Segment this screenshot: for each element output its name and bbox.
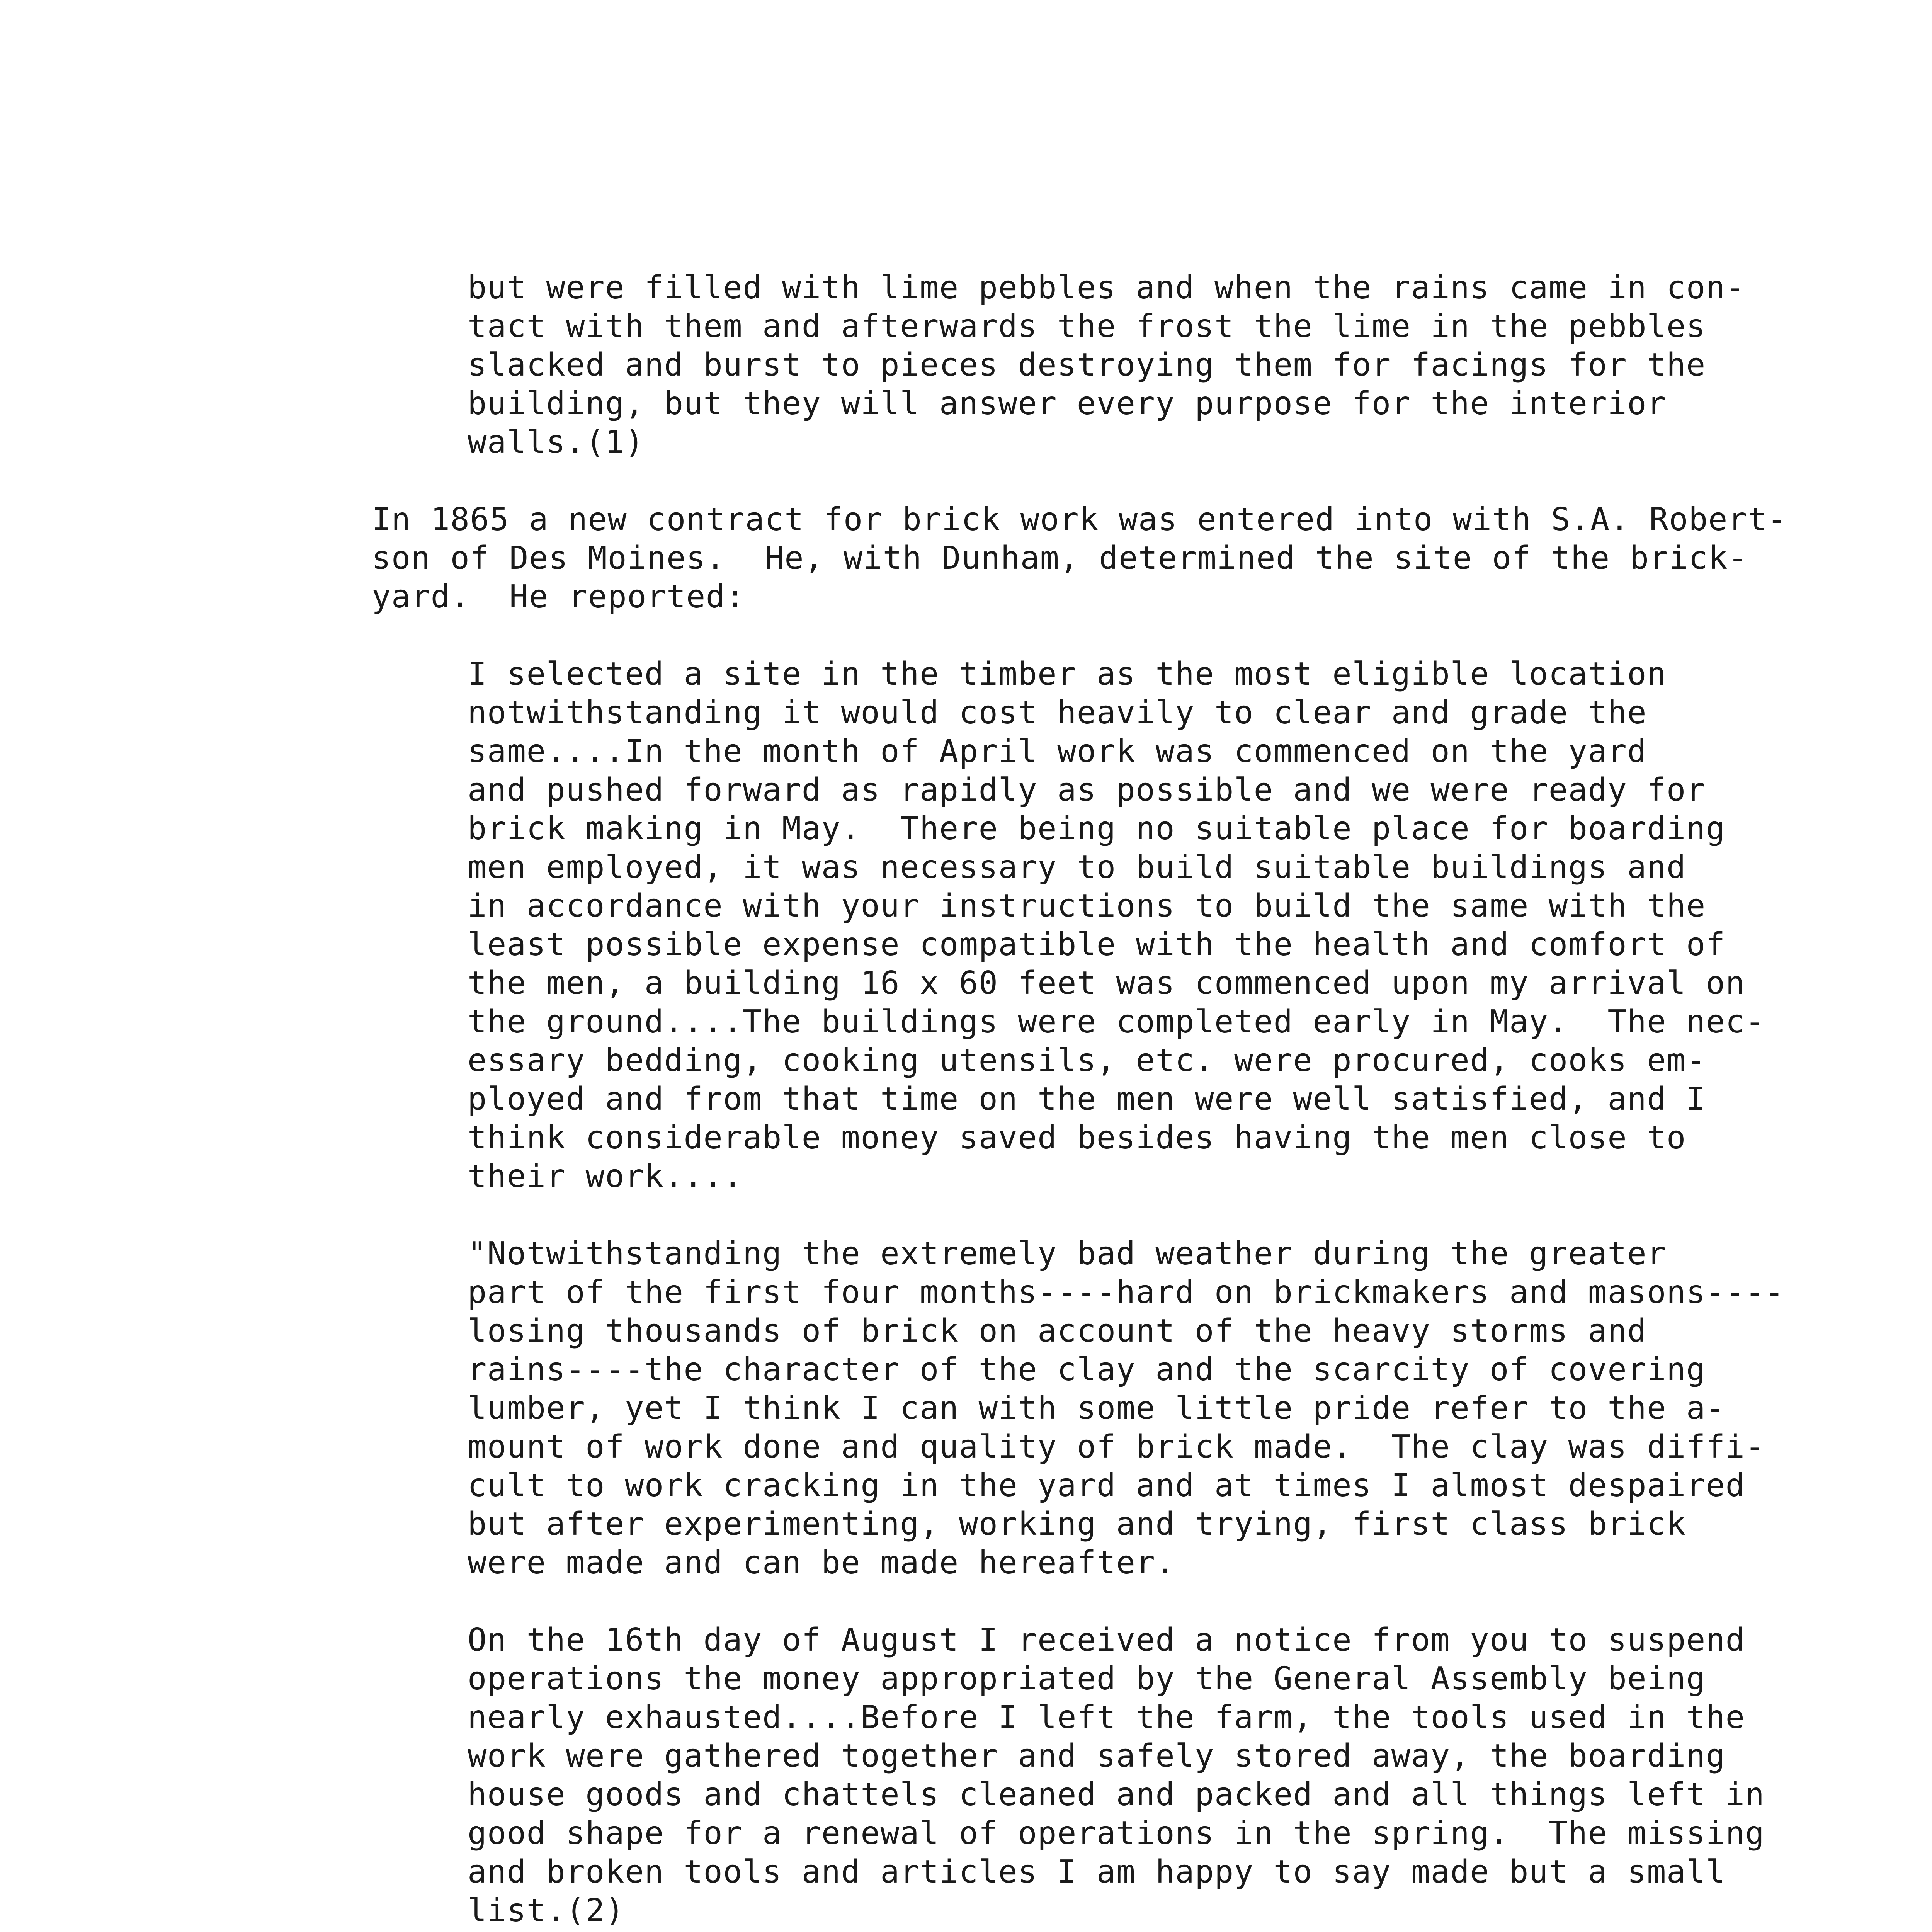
text-line: walls.(1) bbox=[468, 424, 645, 461]
text-line: building, but they will answer every purpose for the interior bbox=[468, 385, 1667, 422]
text-line: operations the money appropriated by the General Assembly being bbox=[468, 1660, 1706, 1697]
text-line: tact with them and afterwards the frost the lime in the pebbles bbox=[468, 308, 1706, 345]
text-line: brick making in May. There being no suitable place for boarding bbox=[468, 810, 1726, 847]
text-line: men employed, it was necessary to build suitable buildings and bbox=[468, 849, 1686, 886]
text-line: essary bedding, cooking utensils, etc. were procured, cooks em- bbox=[468, 1042, 1706, 1079]
text-line: I selected a site in the timber as the most eligible location bbox=[468, 656, 1667, 692]
text-line: were made and can be made hereafter. bbox=[468, 1544, 1175, 1581]
text-line: part of the first four months----hard on brickmakers and masons---- bbox=[468, 1274, 1785, 1311]
text-line: think considerable money saved besides having the men close to bbox=[468, 1119, 1686, 1156]
text-line: and broken tools and articles I am happy to say made but a small bbox=[468, 1854, 1726, 1890]
text-line: lumber, yet I think I can with some little pride refer to the a- bbox=[468, 1390, 1726, 1427]
text-line: work were gathered together and safely stored away, the boarding bbox=[468, 1738, 1726, 1774]
text-line: the ground....The buildings were completed early in May. The nec- bbox=[468, 1003, 1765, 1040]
text-line: cult to work cracking in the yard and at times I almost despaired bbox=[468, 1467, 1745, 1504]
text-line: rains----the character of the clay and the scarcity of covering bbox=[468, 1351, 1706, 1388]
text-line: same....In the month of April work was commenced on the yard bbox=[468, 733, 1647, 770]
text-line: list.(2) bbox=[468, 1892, 625, 1929]
text-line: slacked and burst to pieces destroying them for facings for the bbox=[468, 347, 1706, 383]
text-line: but were filled with lime pebbles and when the rains came in con- bbox=[468, 269, 1745, 306]
text-line: In 1865 a new contract for brick work was entered into with S.A. Robert- bbox=[372, 501, 1787, 538]
text-line: least possible expense compatible with the health and comfort of bbox=[468, 926, 1726, 963]
text-line: but after experimenting, working and trying, first class brick bbox=[468, 1506, 1686, 1543]
text-line: yard. He reported: bbox=[372, 578, 745, 615]
text-line: "Notwithstanding the extremely bad weather during the greater bbox=[468, 1235, 1667, 1272]
text-line: the men, a building 16 x 60 feet was commenced upon my arrival on bbox=[468, 965, 1745, 1002]
text-line: son of Des Moines. He, with Dunham, determined the site of the brick- bbox=[372, 540, 1748, 577]
text-line: house goods and chattels cleaned and packed and all things left in bbox=[468, 1776, 1765, 1813]
text-line: ployed and from that time on the men were well satisfied, and I bbox=[468, 1081, 1706, 1117]
text-line: losing thousands of brick on account of the heavy storms and bbox=[468, 1313, 1647, 1349]
text-line: nearly exhausted....Before I left the farm, the tools used in the bbox=[468, 1699, 1745, 1736]
text-line: and pushed forward as rapidly as possible and we were ready for bbox=[468, 772, 1706, 808]
text-line: notwithstanding it would cost heavily to clear and grade the bbox=[468, 694, 1647, 731]
text-line: good shape for a renewal of operations in the spring. The missing bbox=[468, 1815, 1765, 1852]
text-line: their work.... bbox=[468, 1158, 743, 1195]
text-line: mount of work done and quality of brick made. The clay was diffi- bbox=[468, 1429, 1765, 1465]
text-line: On the 16th day of August I received a notice from you to suspend bbox=[468, 1622, 1745, 1658]
text-line: in accordance with your instructions to build the same with the bbox=[468, 888, 1706, 924]
